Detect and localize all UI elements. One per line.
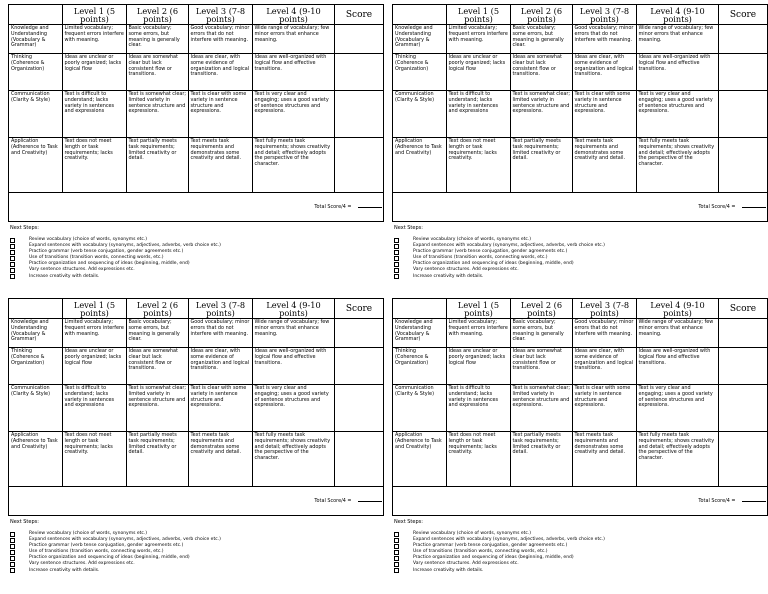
checkbox-icon[interactable] (10, 250, 15, 255)
level-2-cell: Text is somewhat clear; limited variety in sentence structure and expressions. (511, 91, 573, 138)
criterion-cell: Application (Adherence to Task and Creativity) (393, 138, 447, 193)
rubric-copy (0, 294, 374, 586)
next-steps-list (394, 237, 605, 280)
checkbox-icon[interactable] (10, 268, 15, 273)
level-3-header: Level 3 (7-8 points) (573, 299, 637, 319)
rubric-copy (384, 0, 758, 292)
total-score-blank[interactable] (742, 498, 766, 502)
next-step-item: Use of transitions (transition words, connecting words, etc.) (10, 549, 221, 555)
score-cell[interactable] (719, 54, 768, 91)
level-1-cell: Text does not meet length or task requirements; lacks creativity. (447, 432, 511, 487)
rubric-row-communication (9, 385, 384, 432)
level-2-cell: Basic vocabulary; some errors, but meaning is generally clear. (127, 319, 189, 348)
level-3-cell: Text is clear with some variety in sentence structure and expressions. (189, 91, 253, 138)
next-step-item: Review vocabulary (choice of words, synonyms etc.) (394, 237, 605, 243)
next-step-item: Expand sentences with vocabulary (synonyms, adjectives, adverbs, verb choice etc.) (394, 243, 605, 249)
rubric-header-row (393, 299, 768, 319)
checkbox-icon[interactable] (394, 256, 399, 261)
level-1-cell: Limited vocabulary; frequent errors interfere with meaning. (63, 25, 127, 54)
criteria-header (9, 5, 63, 25)
total-score-label: Total Score/4 = (698, 203, 736, 210)
level-4-cell: Text fully meets task requirements; shows creativity and detail; effectively adopts the perspective of the character. (253, 138, 335, 193)
level-4-cell: Text is very clear and engaging; uses a good variety of sentence structures and expressions. (253, 385, 335, 432)
level-1-cell: Ideas are unclear or poorly organized; lacks logical flow (63, 54, 127, 91)
score-cell[interactable] (335, 432, 384, 487)
level-2-cell: Ideas are somewhat clear but lack consistent flow or transitions. (511, 348, 573, 385)
rubric-row-application (393, 432, 768, 487)
level-2-cell: Text is somewhat clear; limited variety in sentence structure and expressions. (511, 385, 573, 432)
level-3-header: Level 3 (7-8 points) (189, 299, 253, 319)
next-step-item: Practice organization and sequencing of ideas (beginning, middle, end) (10, 555, 221, 561)
rubric-row-knowledge (393, 25, 768, 54)
level-1-cell: Text is difficult to understand; lacks variety in sentences and expressions (63, 385, 127, 432)
rubric-row-thinking (9, 348, 384, 385)
next-step-item: Vary sentence structures. Add expressions etc. (10, 267, 221, 273)
level-3-cell: Ideas are clear, with some evidence of organization and logical transitions. (189, 54, 253, 91)
score-header: Score (719, 299, 768, 319)
rubric-row-communication (9, 91, 384, 138)
criterion-cell: Thinking (Coherence & Organization) (9, 348, 63, 385)
next-step-item: Practice grammar (verb tense conjugation, gender agreements etc.) (394, 249, 605, 255)
level-4-header: Level 4 (9-10 points) (637, 299, 719, 319)
next-step-item: Expand sentences with vocabulary (synonyms, adjectives, adverbs, verb choice etc.) (394, 537, 605, 543)
next-steps-title: Next Steps: (394, 225, 423, 231)
total-score-cell (9, 487, 384, 516)
total-score-blank[interactable] (358, 204, 382, 208)
checkbox-icon[interactable] (10, 238, 15, 243)
next-step-item: Review vocabulary (choice of words, synonyms etc.) (394, 531, 605, 537)
next-step-item: Vary sentence structures. Add expressions etc. (394, 561, 605, 567)
level-2-cell: Text is somewhat clear; limited variety in sentence structure and expressions. (127, 385, 189, 432)
level-2-cell: Text partially meets task requirements; limited creativity or detail. (511, 138, 573, 193)
level-2-header: Level 2 (6 points) (127, 5, 189, 25)
next-steps-title: Next Steps: (10, 519, 39, 525)
level-4-header: Level 4 (9-10 points) (253, 5, 335, 25)
checkbox-icon[interactable] (394, 532, 399, 537)
level-3-cell: Ideas are clear, with some evidence of organization and logical transitions. (573, 54, 637, 91)
level-1-cell: Limited vocabulary; frequent errors interfere with meaning. (63, 319, 127, 348)
level-1-cell: Limited vocabulary; frequent errors interfere with meaning. (447, 25, 511, 54)
score-cell[interactable] (719, 432, 768, 487)
checkbox-icon[interactable] (394, 562, 399, 567)
criterion-cell: Knowledge and Understanding (Vocabulary & Grammar) (9, 319, 63, 348)
rubric-table (392, 4, 768, 222)
next-step-item: Vary sentence structures. Add expressions etc. (394, 267, 605, 273)
total-score-cell (393, 487, 768, 516)
level-3-cell: Text is clear with some variety in sentence structure and expressions. (573, 91, 637, 138)
level-4-cell: Ideas are well-organized with logical flow and effective transitions. (253, 348, 335, 385)
level-4-cell: Ideas are well-organized with logical flow and effective transitions. (637, 348, 719, 385)
criterion-cell: Knowledge and Understanding (Vocabulary & Grammar) (9, 25, 63, 54)
level-3-cell: Good vocabulary; minor errors that do not interfere with meaning. (189, 319, 253, 348)
level-1-cell: Text is difficult to understand; lacks variety in sentences and expressions (447, 385, 511, 432)
criterion-cell: Communication (Clarity & Style) (393, 385, 447, 432)
score-cell[interactable] (335, 348, 384, 385)
rubric-row-communication (393, 385, 768, 432)
level-4-cell: Text fully meets task requirements; shows creativity and detail; effectively adopts the perspective of the character. (637, 138, 719, 193)
level-1-cell: Ideas are unclear or poorly organized; lacks logical flow (447, 54, 511, 91)
score-cell[interactable] (719, 385, 768, 432)
level-2-cell: Text partially meets task requirements; limited creativity or detail. (127, 138, 189, 193)
next-step-item: Review vocabulary (choice of words, synonyms etc.) (10, 237, 221, 243)
next-step-item: Vary sentence structures. Add expressions etc. (10, 561, 221, 567)
score-cell[interactable] (719, 25, 768, 54)
rubric-row-thinking (393, 54, 768, 91)
score-cell[interactable] (335, 25, 384, 54)
level-3-header: Level 3 (7-8 points) (573, 5, 637, 25)
next-step-item: Practice grammar (verb tense conjugation, gender agreements etc.) (394, 543, 605, 549)
score-cell[interactable] (719, 348, 768, 385)
level-2-cell: Text partially meets task requirements; limited creativity or detail. (127, 432, 189, 487)
score-cell[interactable] (719, 319, 768, 348)
next-steps-title: Next Steps: (10, 225, 39, 231)
criterion-cell: Application (Adherence to Task and Creativity) (9, 432, 63, 487)
level-3-cell: Ideas are clear, with some evidence of organization and logical transitions. (189, 348, 253, 385)
next-step-item: Increase creativity with details. (394, 568, 605, 574)
level-2-header: Level 2 (6 points) (511, 299, 573, 319)
score-cell[interactable] (719, 91, 768, 138)
level-4-cell: Text is very clear and engaging; uses a good variety of sentence structures and expressions. (637, 385, 719, 432)
next-step-item: Practice organization and sequencing of ideas (beginning, middle, end) (394, 555, 605, 561)
next-step-item: Use of transitions (transition words, connecting words, etc.) (394, 255, 605, 261)
level-4-cell: Wide range of vocabulary; few minor errors that enhance meaning. (253, 25, 335, 54)
next-step-item: Use of transitions (transition words, connecting words, etc.) (10, 255, 221, 261)
rubric-header-row (393, 5, 768, 25)
score-cell[interactable] (335, 138, 384, 193)
checkbox-icon[interactable] (10, 274, 15, 279)
level-1-header: Level 1 (5 points) (63, 299, 127, 319)
checkbox-icon[interactable] (10, 562, 15, 567)
next-step-item: Practice organization and sequencing of ideas (beginning, middle, end) (394, 261, 605, 267)
level-3-cell: Text meets task requirements and demonstrates some creativity and detail. (189, 432, 253, 487)
level-4-cell: Ideas are well-organized with logical flow and effective transitions. (637, 54, 719, 91)
criterion-cell: Communication (Clarity & Style) (393, 91, 447, 138)
score-cell[interactable] (335, 54, 384, 91)
level-2-cell: Ideas are somewhat clear but lack consistent flow or transitions. (511, 54, 573, 91)
criterion-cell: Communication (Clarity & Style) (9, 385, 63, 432)
next-steps-title: Next Steps: (394, 519, 423, 525)
level-2-cell: Text is somewhat clear; limited variety in sentence structure and expressions. (127, 91, 189, 138)
criterion-cell: Application (Adherence to Task and Creativity) (9, 138, 63, 193)
level-4-cell: Ideas are well-organized with logical flow and effective transitions. (253, 54, 335, 91)
level-4-cell: Wide range of vocabulary; few minor errors that enhance meaning. (637, 25, 719, 54)
level-3-cell: Text meets task requirements and demonstrates some creativity and detail. (573, 432, 637, 487)
next-step-item: Expand sentences with vocabulary (synonyms, adjectives, adverbs, verb choice etc.) (10, 537, 221, 543)
next-step-item: Use of transitions (transition words, connecting words, etc.) (394, 549, 605, 555)
criterion-cell: Application (Adherence to Task and Creativity) (393, 432, 447, 487)
checkbox-icon[interactable] (10, 556, 15, 561)
next-step-item: Increase creativity with details. (10, 568, 221, 574)
level-2-cell: Basic vocabulary; some errors, but meaning is generally clear. (127, 25, 189, 54)
checkbox-icon[interactable] (394, 244, 399, 249)
total-score-row (9, 487, 384, 516)
rubric-header-row (9, 299, 384, 319)
checkbox-icon[interactable] (10, 568, 15, 573)
level-4-cell: Text fully meets task requirements; shows creativity and detail; effectively adopts the perspective of the character. (637, 432, 719, 487)
next-step-item: Expand sentences with vocabulary (synonyms, adjectives, adverbs, verb choice etc.) (10, 243, 221, 249)
rubric-table (8, 4, 384, 222)
level-3-cell: Good vocabulary; minor errors that do not interfere with meaning. (189, 25, 253, 54)
total-score-row (9, 193, 384, 222)
next-step-item: Practice grammar (verb tense conjugation, gender agreements etc.) (10, 249, 221, 255)
checkbox-icon[interactable] (10, 256, 15, 261)
total-score-label: Total Score/4 = (698, 497, 736, 504)
level-1-header: Level 1 (5 points) (447, 299, 511, 319)
rubric-row-knowledge (393, 319, 768, 348)
score-header: Score (335, 299, 384, 319)
level-2-cell: Ideas are somewhat clear but lack consistent flow or transitions. (127, 54, 189, 91)
rubric-row-communication (393, 91, 768, 138)
level-4-cell: Text is very clear and engaging; uses a good variety of sentence structures and expressions. (637, 91, 719, 138)
rubric-table (8, 298, 384, 516)
total-score-blank[interactable] (358, 498, 382, 502)
criteria-header (393, 5, 447, 25)
level-2-header: Level 2 (6 points) (511, 5, 573, 25)
score-header: Score (719, 5, 768, 25)
criterion-cell: Thinking (Coherence & Organization) (9, 54, 63, 91)
total-score-row (393, 193, 768, 222)
next-step-item: Practice organization and sequencing of ideas (beginning, middle, end) (10, 261, 221, 267)
rubric-row-thinking (9, 54, 384, 91)
checkbox-icon[interactable] (394, 568, 399, 573)
criterion-cell: Thinking (Coherence & Organization) (393, 54, 447, 91)
checkbox-icon[interactable] (394, 250, 399, 255)
next-steps-list (10, 531, 221, 574)
level-2-cell: Basic vocabulary; some errors, but meaning is generally clear. (511, 25, 573, 54)
rubric-copy (384, 294, 758, 586)
score-cell[interactable] (335, 91, 384, 138)
level-2-cell: Ideas are somewhat clear but lack consistent flow or transitions. (127, 348, 189, 385)
level-1-cell: Limited vocabulary; frequent errors interfere with meaning. (447, 319, 511, 348)
score-cell[interactable] (719, 138, 768, 193)
next-step-item: Practice grammar (verb tense conjugation, gender agreements etc.) (10, 543, 221, 549)
checkbox-icon[interactable] (394, 538, 399, 543)
level-1-cell: Ideas are unclear or poorly organized; lacks logical flow (447, 348, 511, 385)
criterion-cell: Knowledge and Understanding (Vocabulary & Grammar) (393, 319, 447, 348)
checkbox-icon[interactable] (394, 262, 399, 267)
level-3-cell: Good vocabulary; minor errors that do not interfere with meaning. (573, 25, 637, 54)
next-steps-list (10, 237, 221, 280)
level-1-cell: Text is difficult to understand; lacks variety in sentences and expressions (447, 91, 511, 138)
checkbox-icon[interactable] (10, 550, 15, 555)
criterion-cell: Communication (Clarity & Style) (9, 91, 63, 138)
level-4-header: Level 4 (9-10 points) (637, 5, 719, 25)
checkbox-icon[interactable] (394, 550, 399, 555)
total-score-label: Total Score/4 = (314, 497, 352, 504)
rubric-copy (0, 0, 374, 292)
level-1-cell: Ideas are unclear or poorly organized; lacks logical flow (63, 348, 127, 385)
level-4-cell: Wide range of vocabulary; few minor errors that enhance meaning. (253, 319, 335, 348)
level-2-cell: Text partially meets task requirements; limited creativity or detail. (511, 432, 573, 487)
score-header: Score (335, 5, 384, 25)
next-steps-list (394, 531, 605, 574)
criterion-cell: Knowledge and Understanding (Vocabulary & Grammar) (393, 25, 447, 54)
level-4-header: Level 4 (9-10 points) (253, 299, 335, 319)
rubric-row-application (9, 138, 384, 193)
rubric-table (392, 298, 768, 516)
rubric-row-knowledge (9, 25, 384, 54)
total-score-cell (393, 193, 768, 222)
level-3-cell: Ideas are clear, with some evidence of organization and logical transitions. (573, 348, 637, 385)
total-score-cell (9, 193, 384, 222)
level-3-cell: Text meets task requirements and demonstrates some creativity and detail. (573, 138, 637, 193)
rubric-header-row (9, 5, 384, 25)
level-3-header: Level 3 (7-8 points) (189, 5, 253, 25)
checkbox-icon[interactable] (10, 538, 15, 543)
score-cell[interactable] (335, 385, 384, 432)
rubric-row-thinking (393, 348, 768, 385)
total-score-blank[interactable] (742, 204, 766, 208)
next-step-item: Increase creativity with details. (394, 274, 605, 280)
checkbox-icon[interactable] (10, 544, 15, 549)
rubric-row-knowledge (9, 319, 384, 348)
criteria-header (393, 299, 447, 319)
checkbox-icon[interactable] (394, 274, 399, 279)
next-step-item: Review vocabulary (choice of words, synonyms etc.) (10, 531, 221, 537)
total-score-label: Total Score/4 = (314, 203, 352, 210)
checkbox-icon[interactable] (394, 238, 399, 243)
level-1-cell: Text does not meet length or task requirements; lacks creativity. (63, 432, 127, 487)
level-4-cell: Wide range of vocabulary; few minor errors that enhance meaning. (637, 319, 719, 348)
checkbox-icon[interactable] (394, 556, 399, 561)
rubric-row-application (393, 138, 768, 193)
level-3-cell: Text meets task requirements and demonstrates some creativity and detail. (189, 138, 253, 193)
score-cell[interactable] (335, 319, 384, 348)
checkbox-icon[interactable] (394, 544, 399, 549)
level-4-cell: Text fully meets task requirements; shows creativity and detail; effectively adopts the perspective of the character. (253, 432, 335, 487)
level-1-cell: Text is difficult to understand; lacks variety in sentences and expressions (63, 91, 127, 138)
level-1-cell: Text does not meet length or task requirements; lacks creativity. (63, 138, 127, 193)
criterion-cell: Thinking (Coherence & Organization) (393, 348, 447, 385)
level-1-header: Level 1 (5 points) (447, 5, 511, 25)
total-score-row (393, 487, 768, 516)
checkbox-icon[interactable] (394, 268, 399, 273)
level-3-cell: Good vocabulary; minor errors that do not interfere with meaning. (573, 319, 637, 348)
checkbox-icon[interactable] (10, 244, 15, 249)
level-3-cell: Text is clear with some variety in sentence structure and expressions. (189, 385, 253, 432)
level-1-cell: Text does not meet length or task requirements; lacks creativity. (447, 138, 511, 193)
rubric-row-application (9, 432, 384, 487)
level-4-cell: Text is very clear and engaging; uses a good variety of sentence structures and expressions. (253, 91, 335, 138)
checkbox-icon[interactable] (10, 532, 15, 537)
next-step-item: Increase creativity with details. (10, 274, 221, 280)
level-2-header: Level 2 (6 points) (127, 299, 189, 319)
level-1-header: Level 1 (5 points) (63, 5, 127, 25)
criteria-header (9, 299, 63, 319)
level-3-cell: Text is clear with some variety in sentence structure and expressions. (573, 385, 637, 432)
level-2-cell: Basic vocabulary; some errors, but meaning is generally clear. (511, 319, 573, 348)
checkbox-icon[interactable] (10, 262, 15, 267)
